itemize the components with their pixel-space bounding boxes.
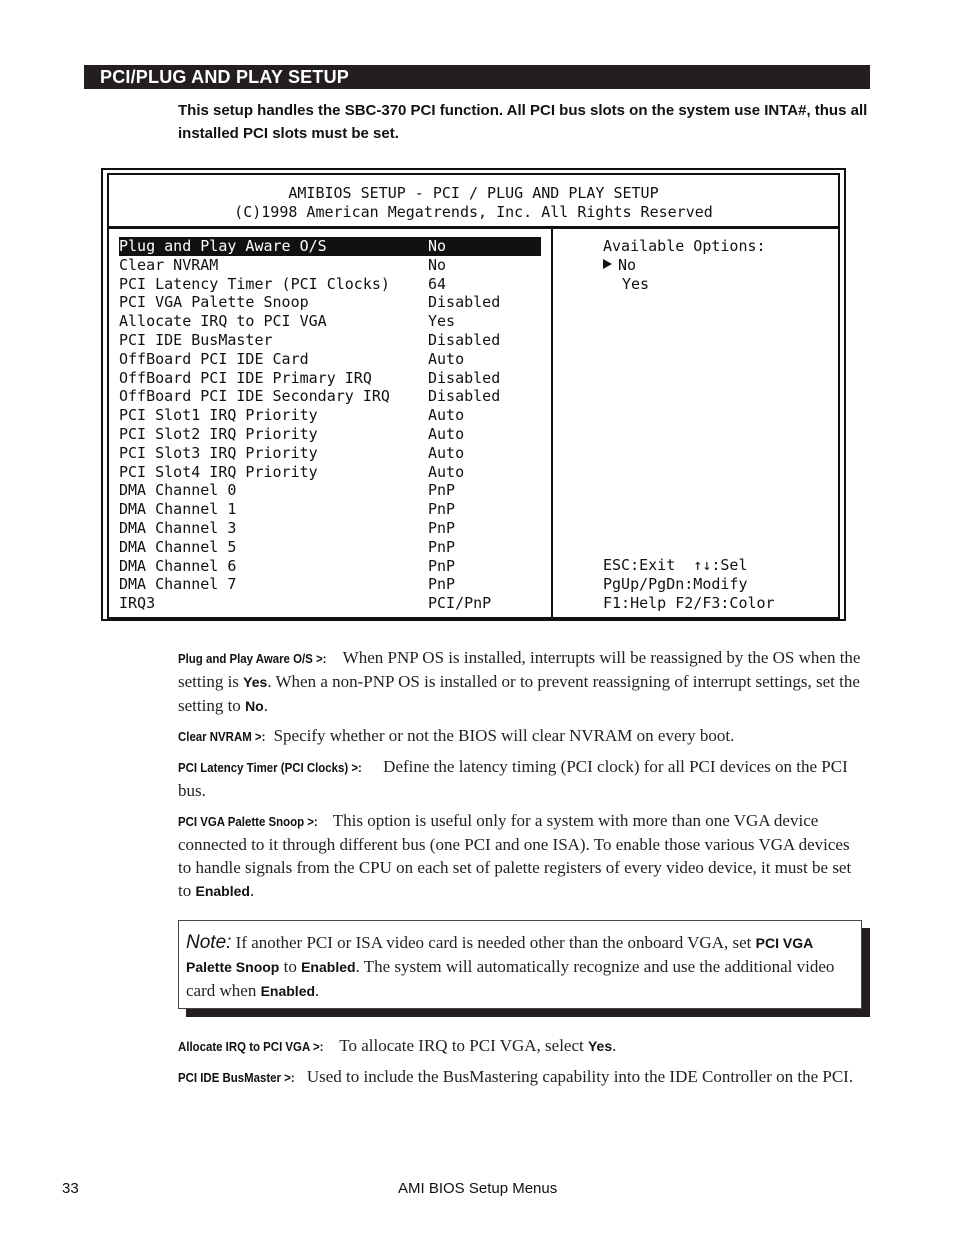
setting-value: Disabled [428,293,501,312]
setting-value: PnP [428,556,456,575]
para-label: PCI Latency Timer (PCI Clocks) >: [178,760,362,775]
bios-title-line2: (C)1998 American Megatrends, Inc. All Rights Reserved [234,203,713,221]
setting-name: DMA Channel 7 [119,575,237,594]
setting-name: Plug and Play Aware O/S [119,237,327,255]
setting-value: No [428,255,447,274]
setting-value: PnP [428,500,456,519]
bios-settings-panel [107,227,553,619]
option-selected: No [603,256,636,275]
help-line-1: ESC:Exit ↑↓:Sel [603,556,748,574]
setting-name: IRQ3 [119,594,156,613]
options-title: Available Options: [603,237,766,255]
para-label: PCI IDE BusMaster >: [178,1070,295,1085]
para-plug-and-play: Plug and Play Aware O/S >: When PNP OS is installed, interrupts will be reassigned by the OS when the setting is Yes. When a non-PNP OS is installed or to prevent reassigning of interrupt settings, set the setting to No. [178,648,861,715]
setting-name: DMA Channel 0 [119,481,237,500]
setting-name: PCI Slot1 IRQ Priority [119,406,318,425]
setting-name: PCI Slot2 IRQ Priority [119,425,318,443]
setting-name: OffBoard PCI IDE Card [119,349,309,368]
setting-value: No [428,237,447,255]
setting-name: PCI IDE BusMaster [119,331,273,349]
para-clear-nvram: Clear NVRAM >: Specify whether or not the BIOS will clear NVRAM on every boot. [178,724,862,748]
setting-value: Auto [428,443,465,462]
setting-value: Auto [428,349,465,368]
bios-screenshot [101,168,846,621]
setting-value: PnP [428,575,456,594]
setting-value: PnP [428,519,456,537]
note-box: Note: If another PCI or ISA video card is needed other than the onboard VGA, set PCI VGA Palette Snoop to Enabled. The system will automatically recognize and use the additional video card when Enabled. [178,920,862,1009]
bios-title-panel [107,173,840,228]
option-other: Yes [622,275,650,293]
para-label: Clear NVRAM >: [178,729,266,744]
note-title: Note: [186,932,232,953]
bios-title-line1: AMIBIOS SETUP - PCI / PLUG AND PLAY SETUP [288,184,659,202]
section-header: PCI/PLUG AND PLAY SETUP [84,65,870,89]
para-label: Plug and Play Aware O/S >: [178,651,327,666]
para-vga-palette-snoop: PCI VGA Palette Snoop >: This option is useful only for a system with more than one VGA device connected to it through different bus (one PCI and one ISA). To enable those various VGA devices to handle signals from the CPU on each set of palette registers of every video device, it must be set to Enabled. [178,811,852,900]
setting-value: Disabled [428,331,501,349]
para-label: Allocate IRQ to PCI VGA >: [178,1039,324,1054]
bios-options-panel [551,227,840,619]
setting-name: DMA Channel 1 [119,500,237,519]
setting-value: Disabled [428,387,501,406]
para-label: PCI VGA Palette Snoop >: [178,814,318,829]
para-latency-timer: PCI Latency Timer (PCI Clocks) >: Define the latency timing (PCI clock) for all PCI devices on the PCI bus. [178,757,848,800]
setting-value: Auto [428,425,465,443]
bios-setting-row[interactable] [119,237,541,256]
setting-name: PCI VGA Palette Snoop [119,293,309,312]
page-number: 33 [62,1180,79,1197]
setting-value: PCI/PnP [428,594,492,613]
para-allocate-irq: Allocate IRQ to PCI VGA >: To allocate IRQ to PCI VGA, select Yes. [178,1034,862,1058]
footer-title: AMI BIOS Setup Menus [398,1180,558,1197]
setting-value: Auto [428,462,465,481]
setting-name: PCI Latency Timer (PCI Clocks) [119,274,390,293]
triangle-right-icon [603,259,612,269]
setting-name: OffBoard PCI IDE Primary IRQ [119,368,372,387]
setting-value: PnP [428,481,456,500]
help-line-2: PgUp/PgDn:Modify [603,575,748,593]
setting-value: PnP [428,537,456,556]
setting-value: Disabled [428,368,501,387]
setting-name: Allocate IRQ to PCI VGA [119,312,327,331]
setting-name: DMA Channel 5 [119,537,237,556]
setting-name: PCI Slot3 IRQ Priority [119,443,318,462]
setting-name: Clear NVRAM [119,255,219,274]
setting-name: PCI Slot4 IRQ Priority [119,462,318,481]
setting-name: DMA Channel 6 [119,556,237,575]
setting-value: Yes [428,312,456,331]
setting-name: OffBoard PCI IDE Secondary IRQ [119,387,390,406]
setting-value: Auto [428,406,465,425]
help-line-3: F1:Help F2/F3:Color [603,594,775,612]
para-ide-busmaster: PCI IDE BusMaster >: Used to include the BusMastering capability into the IDE Controller on the PCI. [178,1065,862,1089]
intro-text: This setup handles the SBC-370 PCI function. All PCI bus slots on the system use INTA#, thus all installed PCI slots must be set. [178,102,868,142]
setting-name: DMA Channel 3 [119,519,237,537]
setting-value: 64 [428,274,447,293]
